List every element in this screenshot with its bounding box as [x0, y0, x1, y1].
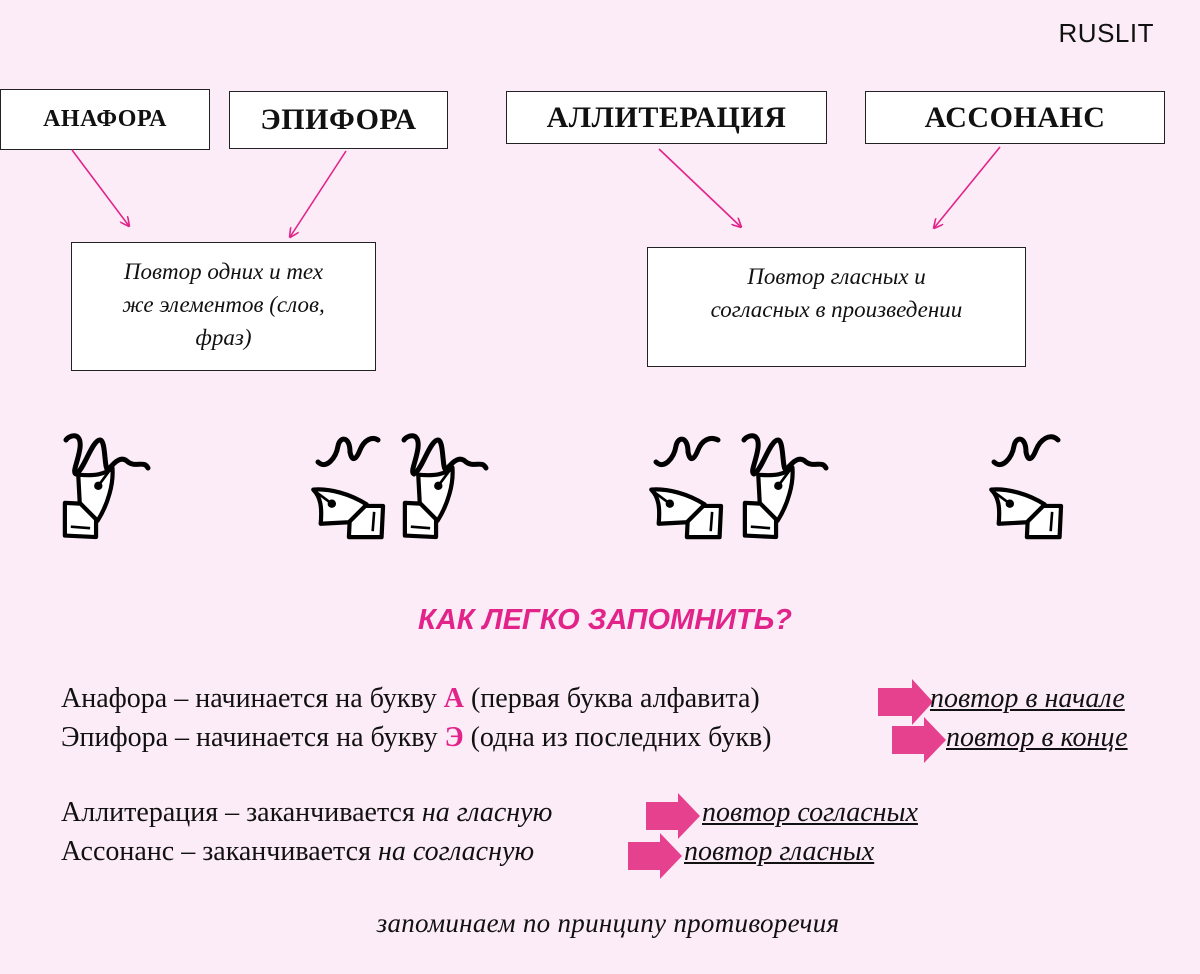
rule-letter: Э [444, 722, 464, 753]
definition-line: Повтор одних и тех [123, 259, 324, 284]
arrow-right-icon [646, 793, 700, 839]
rule-alliteration [61, 797, 552, 829]
rule-text: Анафора – начинается на букву [61, 683, 444, 714]
footer-note: запоминаем по принципу противоречия [376, 908, 840, 938]
rule-text: (первая буква алфавита) [463, 683, 760, 714]
term-anaphora-label: АНАФОРА [43, 106, 167, 132]
arrow-right-icon [892, 717, 946, 763]
rule-epiphora-result: повтор в конце [946, 722, 1128, 753]
term-epiphora-label: ЭПИФОРА [260, 103, 417, 136]
fountain-pen-icon [381, 454, 479, 552]
arrow-epiphora [290, 151, 346, 237]
arrow-anaphora [72, 150, 129, 226]
rule-epiphora [61, 722, 771, 754]
rule-alliteration-result: повтор согласных [702, 797, 918, 828]
fountain-pen-icon [978, 463, 1076, 561]
rule-text: (одна из последних букв) [463, 722, 772, 753]
arrow-right-icon [628, 833, 682, 879]
rule-italic: на согласную [377, 836, 535, 867]
term-assonance-label: АССОНАНС [924, 100, 1106, 134]
watermark: RUSLIT [1058, 18, 1154, 48]
definition-line: согласных в произведении [710, 297, 963, 322]
fountain-pen-icon [721, 454, 819, 552]
scribble-line [66, 436, 1058, 474]
definition-line: же элементов (слов, [122, 292, 325, 317]
definition-line: Повтор гласных и [747, 264, 926, 289]
rule-assonance [61, 836, 534, 868]
arrow-assonance [934, 147, 1000, 228]
term-alliteration-label: АЛЛИТЕРАЦИЯ [546, 100, 787, 134]
definition-line: фраз) [195, 325, 252, 350]
question-heading: КАК ЛЕГКО ЗАПОМНИТЬ? [418, 604, 792, 636]
rule-letter: А [443, 683, 464, 714]
rule-text: Ассонанс – заканчивается [61, 836, 378, 867]
rule-assonance-result: повтор гласных [684, 836, 875, 867]
rule-anaphora-result: повтор в начале [930, 683, 1125, 714]
fountain-pen-icon [41, 454, 139, 552]
rule-anaphora [61, 683, 760, 715]
fountain-pen-icon [638, 463, 736, 561]
arrow-alliteration [659, 149, 741, 227]
rule-italic: на гласную [421, 797, 553, 828]
rule-text: Аллитерация – заканчивается [61, 797, 422, 828]
fountain-pen-icon [300, 463, 398, 561]
rule-text: Эпифора – начинается на букву [61, 722, 445, 753]
